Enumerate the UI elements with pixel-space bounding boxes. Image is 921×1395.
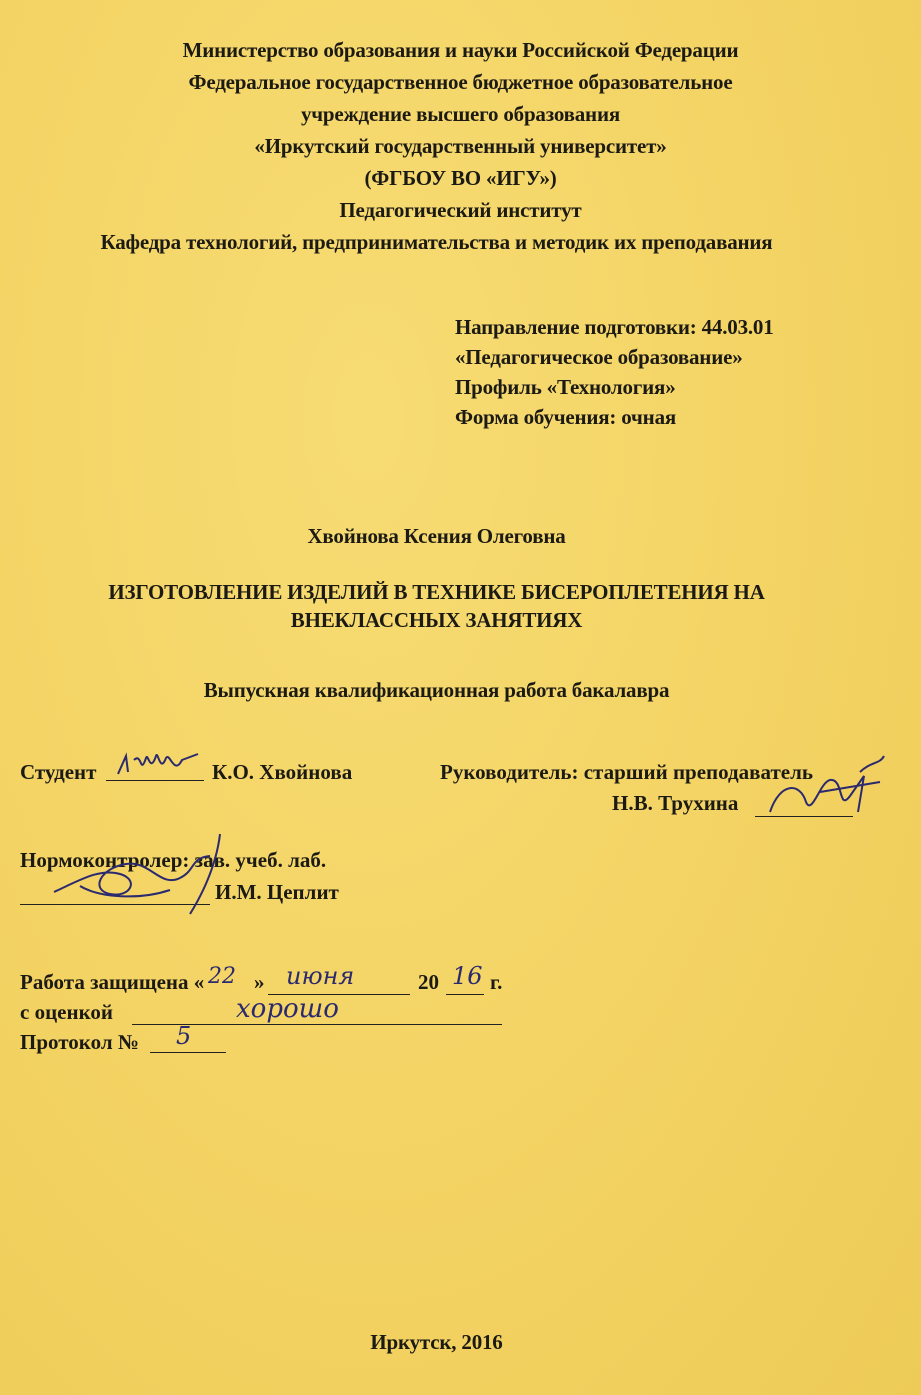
institution-line-1: Федеральное государственное бюджетное образовательное xyxy=(188,70,733,94)
supervisor-label: Руководитель xyxy=(440,760,572,784)
defense-year-suffix: 16 xyxy=(452,962,483,990)
defense-year-unit: г. xyxy=(490,970,503,994)
work-type: Выпускная квалификационная работа бакалавра xyxy=(203,678,670,702)
normcontrol-label: Нормоконтролер xyxy=(20,848,183,872)
defense-month: июня xyxy=(286,962,355,990)
supervisor-block xyxy=(440,760,813,785)
city-year: Иркутск, 2016 xyxy=(370,1330,503,1354)
university-name: «Иркутский государственный университет» xyxy=(254,134,667,158)
institution-line-2: учреждение высшего образования xyxy=(300,102,621,126)
defense-day-close: » xyxy=(254,970,265,994)
normcontrol-signature xyxy=(40,828,240,918)
institute-name: Педагогический институт xyxy=(339,198,582,222)
program-direction: Направление подготовки: 44.03.01 xyxy=(455,315,774,339)
supervisor-position: : старший преподаватель xyxy=(571,760,813,784)
ministry-line: Министерство образования и науки Российской Федерации xyxy=(182,38,739,62)
student-name: К.О. Хвойнова xyxy=(212,760,353,784)
student-label: Студент xyxy=(20,760,97,784)
thesis-title-line-2: ВНЕКЛАССНЫХ ЗАНЯТИЯХ xyxy=(290,608,583,632)
defense-day: 22 xyxy=(208,964,236,989)
protocol-number: 5 xyxy=(176,1022,192,1050)
program-profile: Профиль «Технология» xyxy=(455,375,676,399)
grade-label: с оценкой xyxy=(20,1000,114,1024)
defense-label: Работа защищена « xyxy=(20,970,205,994)
grade-value: хорошо xyxy=(236,994,339,1024)
defense-year-prefix: 20 xyxy=(418,970,439,994)
author-name: Хвойнова Ксения Олеговна xyxy=(307,524,566,548)
study-form: Форма обучения: очная xyxy=(455,405,677,429)
protocol-label: Протокол № xyxy=(20,1030,139,1054)
program-name: «Педагогическое образование» xyxy=(455,345,743,369)
thesis-title-line-1: ИЗГОТОВЛЕНИЕ ИЗДЕЛИЙ В ТЕХНИКЕ БИСЕРОПЛЕТЕНИЯ НА xyxy=(108,580,765,604)
student-signature xyxy=(112,748,202,784)
normcontrol-position: : зав. учеб. лаб. xyxy=(182,848,327,872)
department-name: Кафедра технологий, предпринимательства и методик их преподавания xyxy=(100,230,773,254)
supervisor-name: Н.В. Трухина xyxy=(612,791,739,815)
normcontrol-name: И.М. Цеплит xyxy=(215,880,339,904)
supervisor-signature xyxy=(760,752,890,828)
university-abbreviation: (ФГБОУ ВО «ИГУ») xyxy=(364,166,557,190)
